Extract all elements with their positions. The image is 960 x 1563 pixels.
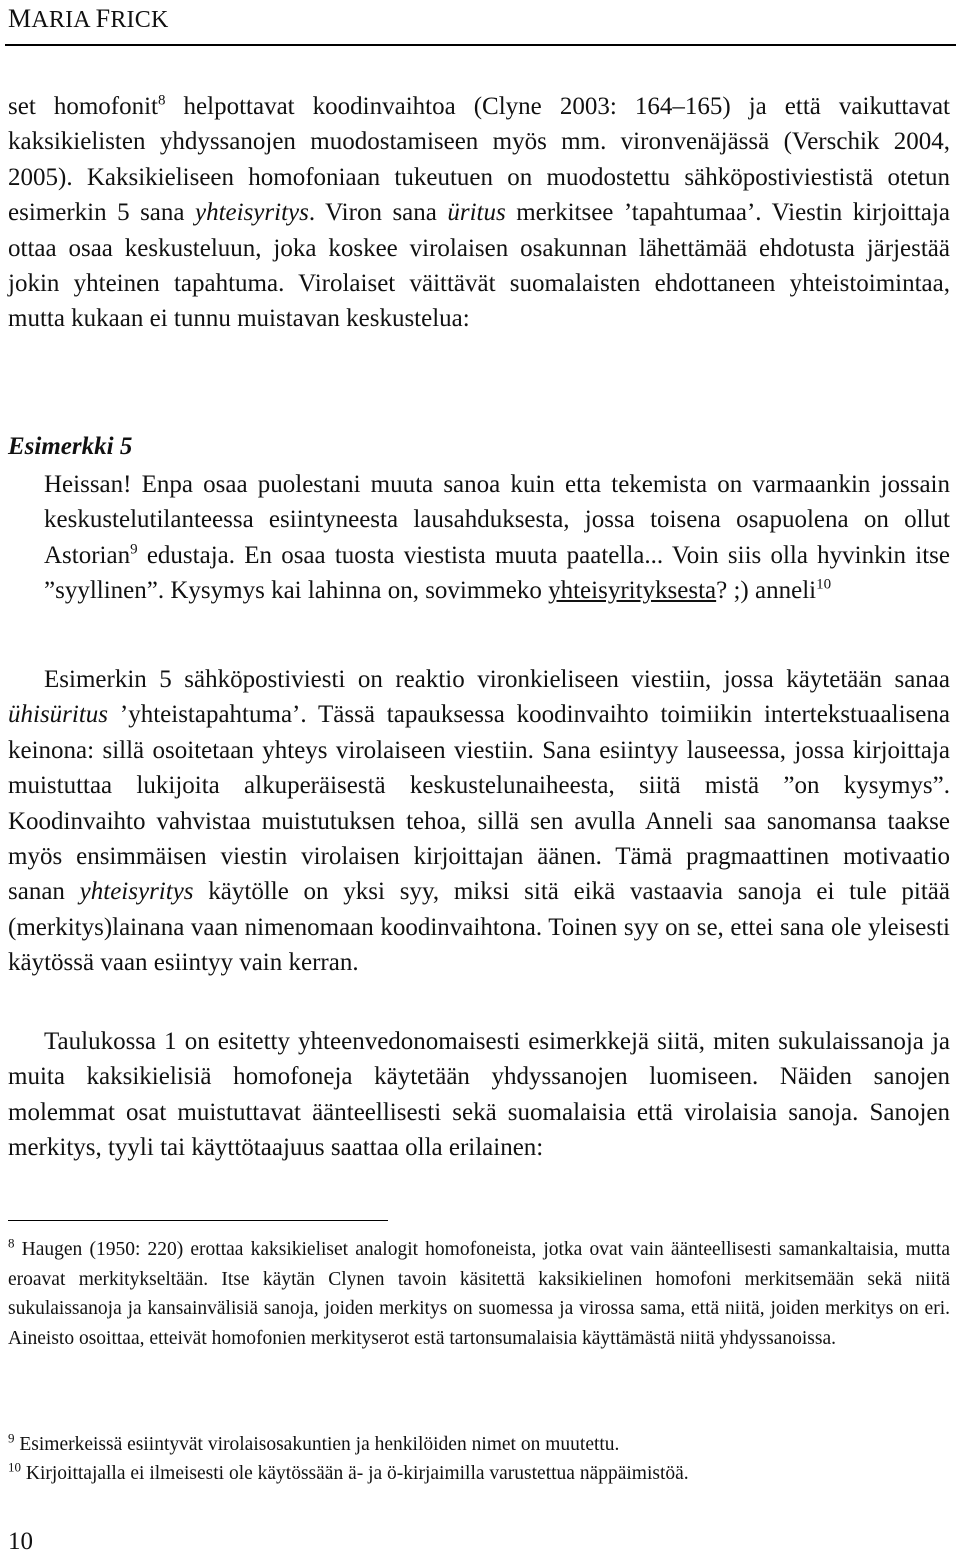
example-5-text: Heissan! Enpa osaa puolestani muuta sanoa kuin etta tekemista on varmaankin jossain keskustelutilanteessa esiintyneesta lausahduksesta, jossa toisena osapuolena on ollut Astorian$^9$ edustaja. En osaa tuosta viestista muuta paatella... Voin siis olla hyvinkin itse ”syyllinen”. Kysymys kai lahinna on, sovimmeko yhteisyrityksesta? ;) anneli$^{10}$ [44, 471, 950, 605]
header-initial-f: F [95, 4, 111, 33]
footnote-9 [8, 1430, 950, 1460]
example-heading: Esimerkki 5 [8, 433, 133, 460]
footnote-10 [8, 1459, 950, 1489]
term-yhteisyritys-2: yhteisyritys [79, 878, 194, 906]
header-initial-m: M [8, 4, 32, 33]
footnote-ref-9[interactable]: 9 [130, 541, 138, 558]
footnote-text-8: Haugen (1950: 220) erottaa kaksikieliset analogit homofoneista, jotka ovat vain äänteellisesti samankaltaisia, mutta eroavat merkitykseltään. Itse käytän Clynen tavoin käsitettä kaksikielinen homofoni merkitsemään sekä niitä sukulaissanoja ja kansainvälisiä sanoja, joiden merkitys on suomessa ja virossa sama, että niitä, joiden merkitys on eri. Aineisto osoittaa, etteivät homofonien merkityserot estä tartonsumalaisia käyttämästä niitä yhdyssanoissa. [8, 1239, 951, 1349]
underlined-word: yhteisyrityksesta [548, 577, 717, 605]
header-first-name-rest: ARIA [31, 7, 96, 33]
header-last-name-rest: RICK [110, 7, 169, 33]
footnote-text-10: Kirjoittajalla ei ilmeisesti ole käytössään ä- ja ö-kirjaimilla varustettua näppäimistöä. [25, 1463, 689, 1484]
footnote-8 [8, 1235, 950, 1353]
footnote-rule [8, 1220, 388, 1221]
paragraph-3: Taulukossa 1 on esitetty yhteenvedonomaisesti esimerkkejä siitä, miten sukulaissanoja ja muita kaksikielisiä homofoneja käytetään yhdyssanojen luomiseen. Näiden sanojen molemmat osat muistuttavat äänteellisesti sekä suomalaisia että virolaisia sanoja. Sanojen merkitys, tyyli tai käyttötaajuus saattaa olla erilainen: [8, 1028, 950, 1162]
term-yhteisyritys: yhteisyritys [194, 199, 309, 227]
term-uhisuritus: ühisüritus [8, 701, 109, 729]
footnote-ref-8[interactable]: 8 [157, 92, 166, 109]
page-number: 10 [8, 1528, 33, 1555]
footnote-number-10: 10 [8, 1459, 21, 1475]
paragraph-2: Esimerkin 5 sähköpostiviesti on reaktio vironkieliseen viestiin, jossa käytetään sanaa ühisüritus ’yhteistapahtuma’. Tässä tapauksessa koodinvaihto toimiikin intertekstuaalisena keinona: sillä osoitetaan yhteys virolaiseen viestiin. Sana esiintyy lauseessa, jossa kirjoittaja muistuttaa lukijoita alkuperäisestä keskustelunaiheesta, siitä mistä ”on kysymys”. Koodinvaihto vahvistaa muistutuksen tehoa, sillä sen avulla Anneli saa sanomansa taakse myös ensimmäisen viestin virolaisen kirjoittajan äänen. Tämä pragmaattinen motivaatio sanan yhteisyritys käytölle on yksi syy, miksi sitä eikä vastaavia sanoja ei tule pitää (merkitys)lainana vaan nimenomaan koodinvaihtona. Toinen syy on se, ettei sana ole yleisesti käytössä vaan esiintyy vain kerran. [8, 666, 950, 977]
footnote-number-9: 9 [8, 1430, 15, 1446]
footnote-ref-10[interactable]: 10 [816, 576, 832, 593]
footnote-text-9: Esimerkeissä esiintyvät virolaisosakuntien ja henkilöiden nimet on muutettu. [19, 1434, 620, 1455]
term-uritus: üritus [447, 199, 506, 227]
running-header [8, 4, 168, 34]
header-rule [5, 44, 956, 46]
footnote-number-8: 8 [8, 1235, 15, 1251]
paragraph-1: set homofonit$^8$ helpottavat koodinvaihtoa (Clyne 2003: 164–165) ja että vaikuttavat kaksikielisten yhdyssanojen muodostamiseen myös mm. vironvenäjässä (Verschik 2004, 2005). Kaksikieliseen homofoniaan tukeutuen on muodostettu sähköpostiviestistä otetun esimerkin 5 sana yhteisyritys. Viron sana üritus merkitsee ’tapahtumaa’. Viestin kirjoittaja ottaa osaa keskusteluun, joka koskee virolaisen osakunnan lähettämää ehdotusta järjestää jokin yhteinen tapahtuma. Virolaiset väittävät suomalaisten ehdottaneen yhteistoimintaa, mutta kukaan ei tunnu muistavan keskustelua: [8, 92, 950, 333]
